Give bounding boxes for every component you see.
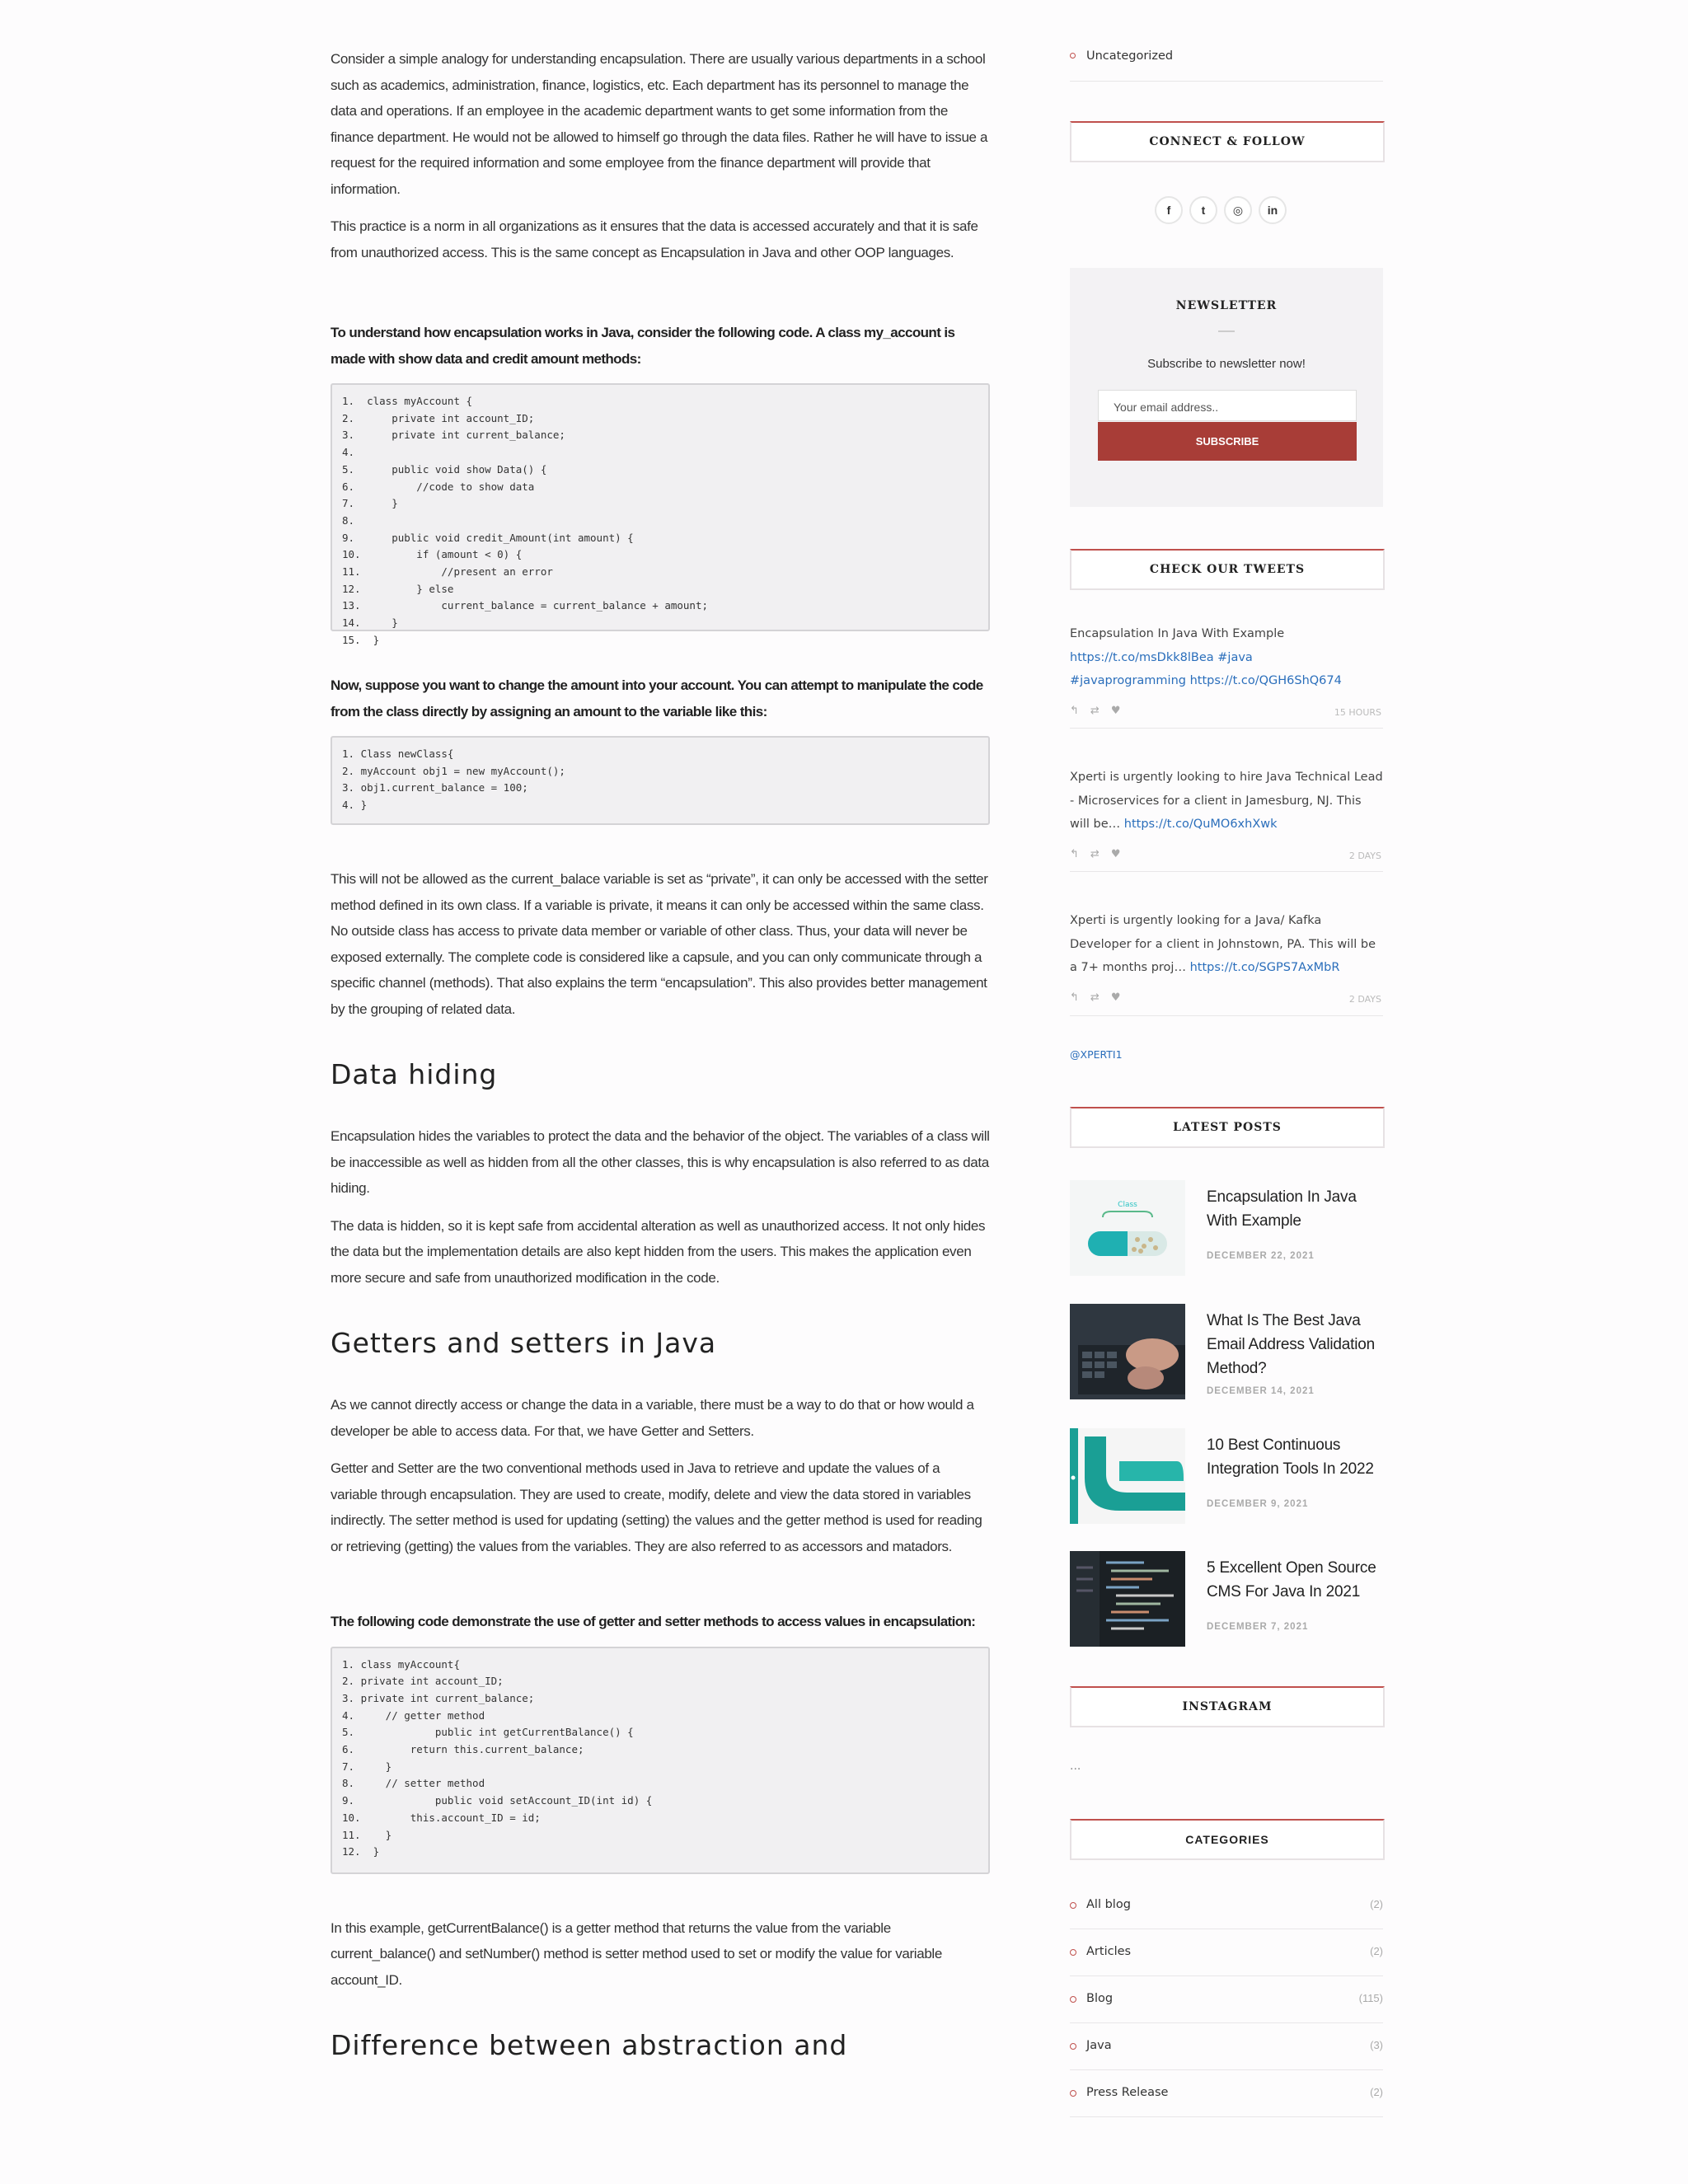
instagram-title: INSTAGRAM: [1070, 1686, 1385, 1727]
category-item[interactable]: [1070, 1882, 1383, 1929]
tweet-actions: [1070, 700, 1132, 724]
code-line: 1. class myAccount{: [342, 1657, 460, 1671]
newsletter-title: NEWSLETTER: [1175, 299, 1278, 312]
divider: [1070, 871, 1383, 872]
post-item[interactable]: [1070, 1304, 1385, 1399]
category-count: (115): [1358, 1992, 1383, 2004]
code-line: 4. // getter method: [342, 1708, 485, 1722]
social-links: [1155, 196, 1287, 224]
code-line: 10. if (amount < 0) {: [342, 548, 523, 561]
post-thumbnail[interactable]: [1070, 1180, 1185, 1276]
thumbnail-label: Class: [1118, 1201, 1137, 1209]
like-icon[interactable]: ♥: [1110, 991, 1132, 1004]
connect-follow-title: CONNECT & FOLLOW: [1070, 121, 1385, 162]
code-line: 3. private int current_balance;: [342, 429, 565, 442]
category-item[interactable]: [1070, 1976, 1383, 2023]
category-name[interactable]: Blog: [1086, 1992, 1114, 2005]
code-line: 6. //code to show data: [342, 480, 535, 493]
tweet: [1070, 622, 1385, 718]
code-block-1: [331, 383, 990, 646]
category-name[interactable]: Java: [1086, 2039, 1112, 2052]
twitter-handle[interactable]: @XPERTI1: [1070, 1048, 1123, 1061]
tweet-meta: [1070, 700, 1381, 716]
code-line: 8.: [342, 513, 355, 527]
bullet-icon: [1070, 1949, 1076, 1956]
reply-icon[interactable]: ↰: [1070, 705, 1090, 717]
tweet: [1070, 766, 1385, 861]
code-line: 15. }: [342, 633, 380, 646]
subscribe-button[interactable]: SUBSCRIBE: [1098, 422, 1357, 461]
retweet-icon[interactable]: ⇄: [1090, 705, 1111, 717]
tweet-actions: [1070, 843, 1132, 867]
divider: [1218, 330, 1235, 332]
code-line: 14. }: [342, 616, 398, 630]
bullet-icon: [1070, 1996, 1076, 2003]
code-line: 9. public void credit_Amount(int amount) {: [342, 531, 634, 544]
tweet-meta: [1070, 843, 1381, 860]
newsletter-subtitle: Subscribe to newsletter now!: [1147, 357, 1306, 371]
bullet-icon: [1070, 2043, 1076, 2050]
paragraph: Consider a simple analogy for understanding encapsulation. There are usually various departments in a school such as academics, administration, finance, logistics, etc. Each department has its personnel to manage the data and operations. If an employee in the academic department wants to get some information from the finance department. He would not be allowed to himself go through the data files. Rather he will have to issue a request for the required information and some employee from the finance department will provide that information.: [331, 51, 988, 197]
tweet-text: Xperti is urgently looking for a Java/ Kafka Developer for a client in Johnstown, PA. This will be a 7+ months proj…: [1070, 914, 1376, 974]
category-count: (3): [1370, 2039, 1383, 2051]
categories-title: CATEGORIES: [1070, 1819, 1385, 1860]
tweet-link[interactable]: https://t.co/QuMO6xhXwk: [1123, 818, 1278, 831]
post-title[interactable]: What Is The Best Java Email Address Validation Method?: [1207, 1312, 1375, 1377]
category-name[interactable]: Press Release: [1086, 2086, 1169, 2099]
code-line: 7. }: [342, 497, 398, 510]
code-line: 3. obj1.current_balance = 100;: [342, 781, 528, 794]
divider: [1070, 1015, 1383, 1016]
code-line: 2. private int account_ID;: [342, 411, 535, 424]
code-block-3: [331, 1647, 990, 1874]
paragraph: Encapsulation hides the variables to protect the data and the behavior of the object. The variables of a class will be inaccessible as well as hidden from all the other classes, this is why encapsulation is also referred to as data hiding.: [331, 1128, 990, 1196]
post-date: DECEMBER 7, 2021: [1207, 1622, 1309, 1632]
post-item[interactable]: [1070, 1180, 1385, 1276]
latest-posts-title: LATEST POSTS: [1070, 1107, 1385, 1148]
linkedin-icon[interactable]: in: [1259, 196, 1287, 224]
article-content: [331, 46, 990, 2061]
code-intro: The following code demonstrate the use of getter and setter methods to access values in encapsulation:: [331, 1614, 976, 1629]
code-line: 10. this.account_ID = id;: [342, 1811, 541, 1824]
category-count: (2): [1370, 1945, 1383, 1957]
post-item[interactable]: [1070, 1428, 1385, 1524]
tweet-time: 2 DAYS: [1348, 994, 1381, 1005]
divider: [1070, 728, 1383, 729]
code-line: 8. // setter method: [342, 1777, 485, 1790]
reply-icon[interactable]: ↰: [1070, 991, 1090, 1004]
post-title[interactable]: Encapsulation In Java With Example: [1207, 1188, 1357, 1230]
tweet: [1070, 909, 1385, 1005]
code-line: 3. private int current_balance;: [342, 1691, 535, 1704]
twitter-icon[interactable]: t: [1189, 196, 1217, 224]
code-line: 6. return this.current_balance;: [342, 1743, 584, 1756]
code-line: 4.: [342, 446, 355, 459]
reply-icon[interactable]: ↰: [1070, 848, 1090, 860]
code-line: 7. }: [342, 1760, 392, 1773]
code-line: 11. //present an error: [342, 565, 553, 579]
code-line: 12. }: [342, 1845, 380, 1858]
post-date: DECEMBER 14, 2021: [1207, 1386, 1315, 1396]
category-count: (2): [1370, 2086, 1383, 2098]
category-name[interactable]: All blog: [1086, 1898, 1131, 1911]
section-heading: Data hiding: [331, 1058, 498, 1090]
post-date: DECEMBER 22, 2021: [1207, 1251, 1315, 1261]
post-date: DECEMBER 9, 2021: [1207, 1499, 1309, 1509]
tweet-link[interactable]: https://t.co/msDkk8lBea: [1070, 650, 1214, 664]
facebook-icon[interactable]: f: [1155, 196, 1183, 224]
section-heading: Difference between abstraction and: [331, 2029, 848, 2061]
code-line: 2. private int account_ID;: [342, 1675, 504, 1688]
code-line: 5. public int getCurrentBalance() {: [342, 1726, 634, 1739]
capsule-image: [1070, 1180, 1185, 1276]
tweets-title: CHECK OUR TWEETS: [1070, 549, 1385, 590]
code-line: 11. }: [342, 1828, 392, 1841]
tweet-meta: [1070, 987, 1381, 1003]
tweet-time: 2 DAYS: [1348, 851, 1381, 861]
instagram-loading: ...: [1070, 1759, 1081, 1773]
post-title[interactable]: 10 Best Continuous Integration Tools In 2022: [1207, 1436, 1374, 1478]
code-line: 2. myAccount obj1 = new myAccount();: [342, 764, 565, 777]
keyboard-image: [1070, 1304, 1185, 1399]
code-line: 4. }: [342, 799, 368, 812]
category-item[interactable]: [1070, 1929, 1383, 1976]
paragraph: This will not be allowed as the current_balace variable is set as “private”, it can only be accessed with the setter method defined in its own class. If a variable is private, it means it can only be accessed within the same class. No outside class has access to private data member or variable of other class. Thus, your data will never be exposed externally. The complete code is considered like a capsule, and you can only communicate through a specific channel (methods). That also explains the term “encapsulation”. This also provides better management by the grouping of related data.: [331, 871, 988, 1017]
like-icon[interactable]: ♥: [1110, 705, 1132, 717]
code-line: 13. current_balance = current_balance + amount;: [342, 599, 709, 612]
post-thumbnail[interactable]: [1070, 1428, 1185, 1524]
email-input[interactable]: Your email address..: [1098, 390, 1357, 421]
category-item[interactable]: [1070, 2023, 1383, 2070]
hashtag-link[interactable]: #java: [1217, 650, 1253, 664]
code-line: 1. class myAccount {: [342, 395, 473, 407]
tweet-link[interactable]: https://t.co/SGPS7AxMbR: [1189, 961, 1340, 974]
hashtag-link[interactable]: #javaprogramming: [1070, 674, 1186, 687]
code-line: 9. public void setAccount_ID(int id) {: [342, 1794, 653, 1807]
code-screen-image: [1070, 1551, 1185, 1647]
post-thumbnail[interactable]: [1070, 1304, 1185, 1399]
section-heading: Getters and setters in Java: [331, 1327, 717, 1359]
code-line: 1. Class newClass{: [342, 748, 454, 760]
code-intro: Now, suppose you want to change the amount into your account. You can attempt to manipulate the code from the class directly by assigning an amount to the variable like this:: [331, 677, 983, 719]
code-block-2: [331, 736, 990, 825]
bullet-icon: [1070, 53, 1076, 59]
paragraph: The data is hidden, so it is kept safe from accidental alteration as well as unauthorized access. It not only hides the data but the implementation details are also kept hidden from the users. This makes the application even more secure and safe from unauthorized modification in the code.: [331, 1217, 986, 1286]
bullet-icon: [1070, 2090, 1076, 2097]
integration-image: [1070, 1428, 1185, 1524]
paragraph: Getter and Setter are the two conventional methods used in Java to retrieve and update the values of a variable through encapsulation. They are used to create, modify, delete and view the data stored in variables indirectly. The setter method is used for updating (setting) the values and the getter method is used for reading or retrieving (getting) the values from the variables. They are also referred to as accessors and matadors.: [331, 1460, 982, 1554]
paragraph: This practice is a norm in all organizations as it ensures that the data is accessed accurately and that it is safe from unauthorized access. This is the same concept as Encapsulation in Java and other OOP languages.: [331, 218, 978, 260]
category-name: Uncategorized: [1086, 49, 1174, 63]
retweet-icon[interactable]: ⇄: [1090, 848, 1111, 860]
code-line: 5. public void show Data() {: [342, 462, 547, 476]
post-thumbnail[interactable]: [1070, 1551, 1185, 1647]
instagram-icon[interactable]: ◎: [1224, 196, 1252, 224]
post-title[interactable]: 5 Excellent Open Source CMS For Java In 2021: [1207, 1559, 1376, 1601]
category-count: (2): [1370, 1898, 1383, 1910]
paragraph: As we cannot directly access or change the data in a variable, there must be a way to do that or how would a developer be able to access data. For that, we have Getter and Setters.: [331, 1397, 974, 1439]
code-line: 12. } else: [342, 582, 454, 595]
retweet-icon[interactable]: ⇄: [1090, 991, 1111, 1004]
paragraph: In this example, getCurrentBalance() is a getter method that returns the value from the variable current_balance() and setNumber() method is setter method used to set or modify the value for variable account_ID.: [331, 1919, 942, 1988]
code-intro: To understand how encapsulation works in Java, consider the following code. A class my_account is made with show data and credit amount methods:: [331, 325, 955, 367]
tweet-actions: [1070, 987, 1132, 1010]
post-item[interactable]: [1070, 1551, 1385, 1647]
tweet-text: Xperti is urgently looking to hire Java Technical Lead - Microservices for a client in Jamesburg, NJ. This will be…: [1070, 771, 1383, 831]
tweet-link[interactable]: https://t.co/QGH6ShQ674: [1189, 674, 1342, 687]
like-icon[interactable]: ♥: [1110, 848, 1132, 860]
newsletter-widget: [1070, 268, 1383, 507]
tweet-time: 15 HOURS: [1334, 707, 1381, 718]
category-item[interactable]: [1070, 2070, 1383, 2117]
tweet-text: Encapsulation In Java With Example: [1070, 627, 1285, 640]
bullet-icon: [1070, 1902, 1076, 1909]
category-item[interactable]: [1070, 46, 1383, 82]
category-name[interactable]: Articles: [1086, 1945, 1132, 1958]
